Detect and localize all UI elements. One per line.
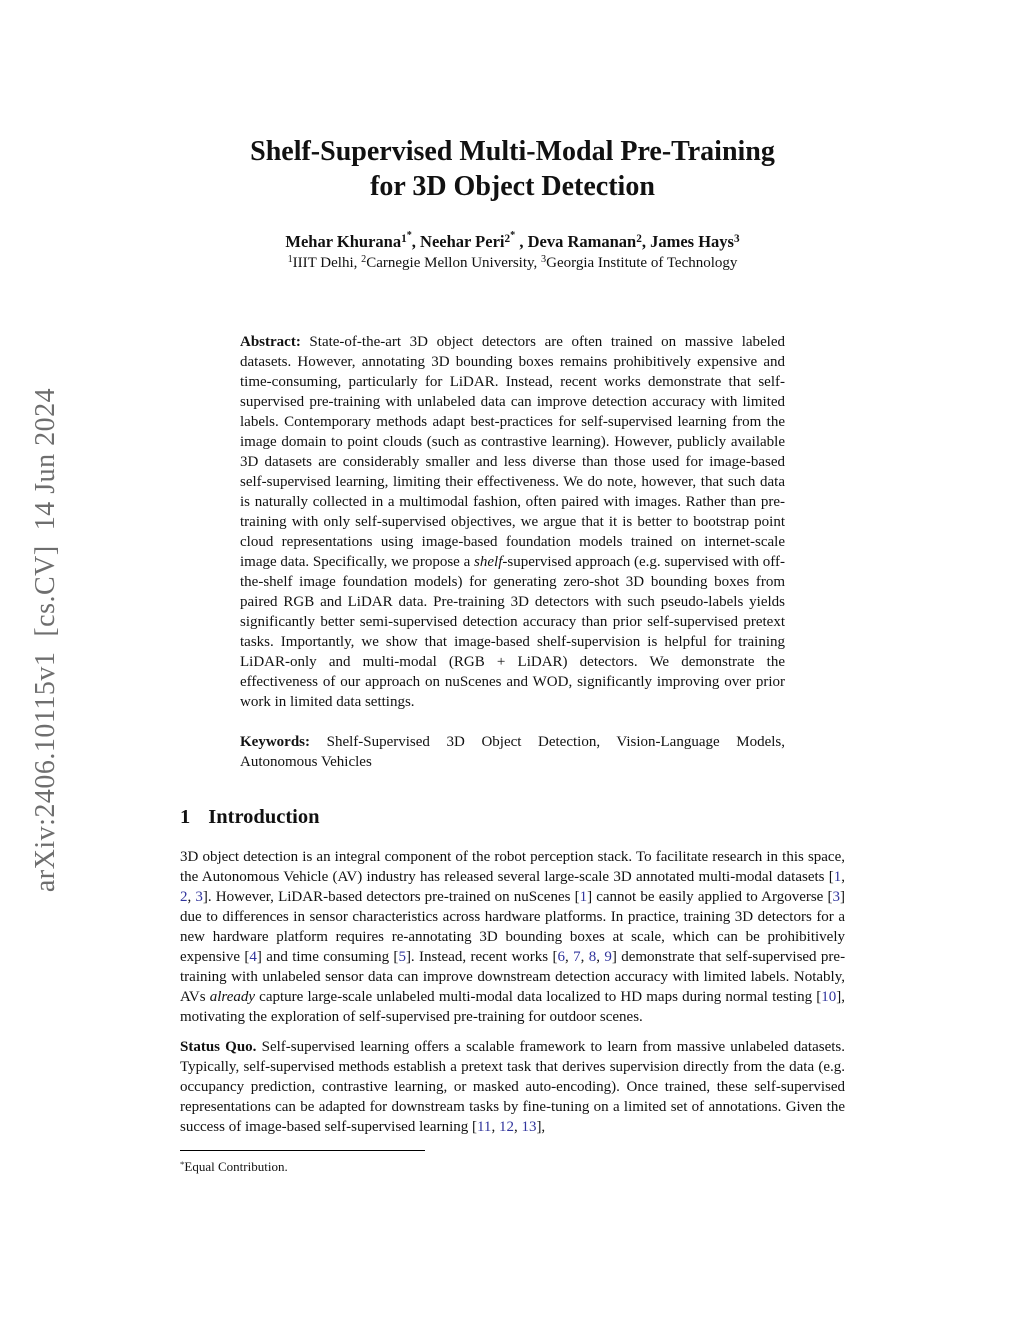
text-segment: Neehar Peri — [420, 232, 505, 251]
citation-link[interactable]: 1 — [833, 869, 842, 885]
text-segment: 3 — [733, 232, 740, 245]
text-segment: Georgia Institute of Technology — [546, 255, 738, 271]
footnote-rule — [180, 1150, 425, 1151]
text-segment: ]. Instead, recent works [ — [405, 949, 558, 965]
text-segment: Mehar Khurana — [285, 232, 402, 251]
text-segment: Status Quo. — [180, 1039, 257, 1055]
intro-paragraph — [180, 847, 845, 1027]
text-segment: capture large-scale unlabeled multi-modal data localized to HD maps during normal testing [ — [255, 989, 822, 1005]
text-segment: Deva Ramanan — [527, 232, 637, 251]
citation-link[interactable]: 3 — [832, 889, 840, 905]
paper-page — [180, 0, 845, 1175]
section-title: Introduction — [208, 806, 320, 828]
paper-title — [180, 134, 845, 204]
text-segment: State-of-the-art 3D object detectors are often trained on massive labeled datasets. However, annotating 3D bounding boxes remains prohibitively expensive and time-consuming, particularly for LiDAR. Instead, recent works demonstrate that self-supervised pre-training with unlabeled data can improve detection accuracy with limited labels. Contemporary methods adapt best-practices for self-supervised learning from the image domain to point clouds (such as contrastive learning). However, publicly available 3D datasets are considerably smaller and less diverse than those used for image-based self-supervised learning, limiting their effectiveness. We do note, however, that such data is naturally collected in a multimodal fashion, often paired with images. Rather than pre-training with only self-supervised objectives, we argue that it is better to bootstrap point cloud representations using image-based foundation models trained on internet-scale image data. Specifically, we propose a — [240, 334, 785, 570]
citation-link[interactable]: 2 — [180, 889, 188, 905]
authors-line — [180, 232, 845, 252]
text-segment: Self-supervised learning offers a scalable framework to learn from massive unlabeled datasets. Typically, self-supervised methods establish a pretext task that derives supervision directly from the data (e.g. occupancy prediction, contrastive learning, or masked auto-encoding). Once trained, these self-supervised representations can be adapted for downstream tasks by fine-tuning on a limited set of annotations. Given the success of image-based self-supervised learning [ — [180, 1039, 845, 1135]
text-segment: , — [580, 949, 589, 965]
text-segment: 1 — [287, 254, 293, 266]
text-segment: , — [841, 869, 845, 885]
text-segment: , — [565, 949, 574, 965]
text-segment: , — [596, 949, 605, 965]
text-segment: Carnegie Mellon University, — [366, 255, 542, 271]
text-segment: ] due to differences in sensor characteristics across hardware platforms. In practice, training 3D detectors for a new hardware platform requires re-annotating 3D bounding boxes at scale, which can be prohibitively expensive [ — [180, 889, 845, 965]
text-segment: , — [491, 1119, 499, 1135]
text-segment: * — [510, 230, 516, 242]
text-segment: ], — [536, 1119, 546, 1135]
text-segment: Equal Contribution. — [184, 1159, 288, 1174]
text-segment: 2 — [361, 254, 367, 266]
status-quo-paragraph — [180, 1037, 845, 1137]
citation-link[interactable]: 12 — [498, 1119, 514, 1135]
keywords-paragraph — [240, 732, 785, 772]
citation-link[interactable]: 1 — [579, 889, 588, 905]
citation-link[interactable]: 8 — [588, 949, 597, 965]
affiliations-line — [180, 255, 845, 272]
text-segment: , — [641, 232, 651, 251]
citation-link[interactable]: 9 — [604, 949, 612, 965]
text-segment: ]. However, LiDAR-based detectors pre-trained on nuScenes [ — [202, 889, 580, 905]
citation-link[interactable]: 10 — [821, 989, 837, 1005]
text-segment: * — [406, 230, 412, 242]
citation-link[interactable]: 13 — [521, 1119, 537, 1135]
text-segment: Abstract: — [240, 334, 301, 350]
text-segment: 2 — [636, 232, 642, 245]
citation-link[interactable]: 4 — [249, 949, 257, 965]
text-segment: ] and time consuming [ — [256, 949, 399, 965]
text-segment: , — [187, 889, 196, 905]
paper-title-line2: for 3D Object Detection — [370, 171, 655, 202]
citation-link[interactable]: 3 — [195, 889, 203, 905]
text-segment: shelf — [474, 554, 503, 570]
arxiv-stamp: arXiv:2406.10115v1 [cs.CV] 14 Jun 2024 — [30, 387, 61, 893]
section-heading-introduction — [180, 806, 845, 829]
section-number: 1 — [180, 806, 191, 828]
text-segment: already — [209, 989, 256, 1005]
text-segment: Shelf-Supervised 3D Object Detection, Vision-Language Models, Autonomous Vehicles — [240, 734, 785, 770]
text-segment: ] demonstrate that self-supervised pre-training with unlabeled sensor data can improve downstream detection accuracy with limited labels. Notably, AVs — [180, 949, 846, 1005]
text-segment: James Hays — [650, 232, 734, 251]
text-segment: Keywords: — [240, 734, 310, 750]
abstract-paragraph — [240, 332, 785, 712]
paper-title-line1: Shelf-Supervised Multi-Modal Pre-Training — [250, 136, 775, 167]
citation-link[interactable]: 5 — [398, 949, 406, 965]
text-segment: ], motivating the exploration of self-supervised pre-training for outdoor scenes. — [180, 989, 845, 1025]
text-segment: 1 — [401, 232, 407, 245]
text-segment: 3 — [541, 254, 547, 266]
text-segment: 3D object detection is an integral component of the robot perception stack. To facilitate research in this space, the Autonomous Vehicle (AV) industry has released several large-scale 3D annotated multi-modal datasets [ — [180, 849, 845, 885]
text-segment: -supervised approach (e.g. supervised with off-the-shelf image foundation models) for generating zero-shot 3D bounding boxes from paired RGB and LiDAR data. Pre-training 3D detectors with such pseudo-labels yields significantly better semi-supervised detection accuracy than prior self-supervised pretext tasks. Importantly, we show that image-based shelf-supervision is helpful for training LiDAR-only and multi-modal (RGB + LiDAR) detectors. We demonstrate the effectiveness of our approach on nuScenes and WOD, significantly improving over prior work in limited data settings. — [240, 554, 785, 710]
text-segment: IIIT Delhi, — [292, 255, 362, 271]
footnote-equal-contribution — [180, 1159, 845, 1175]
citation-link[interactable]: 11 — [476, 1119, 492, 1135]
text-segment: , — [515, 232, 528, 251]
citation-link[interactable]: 6 — [557, 949, 565, 965]
text-segment: * — [180, 1159, 185, 1170]
text-segment: , — [513, 1119, 522, 1135]
citation-link[interactable]: 7 — [573, 949, 581, 965]
text-segment: ] cannot be easily applied to Argoverse [ — [587, 889, 833, 905]
text-segment: 2 — [504, 232, 511, 245]
text-segment: , — [411, 232, 421, 251]
